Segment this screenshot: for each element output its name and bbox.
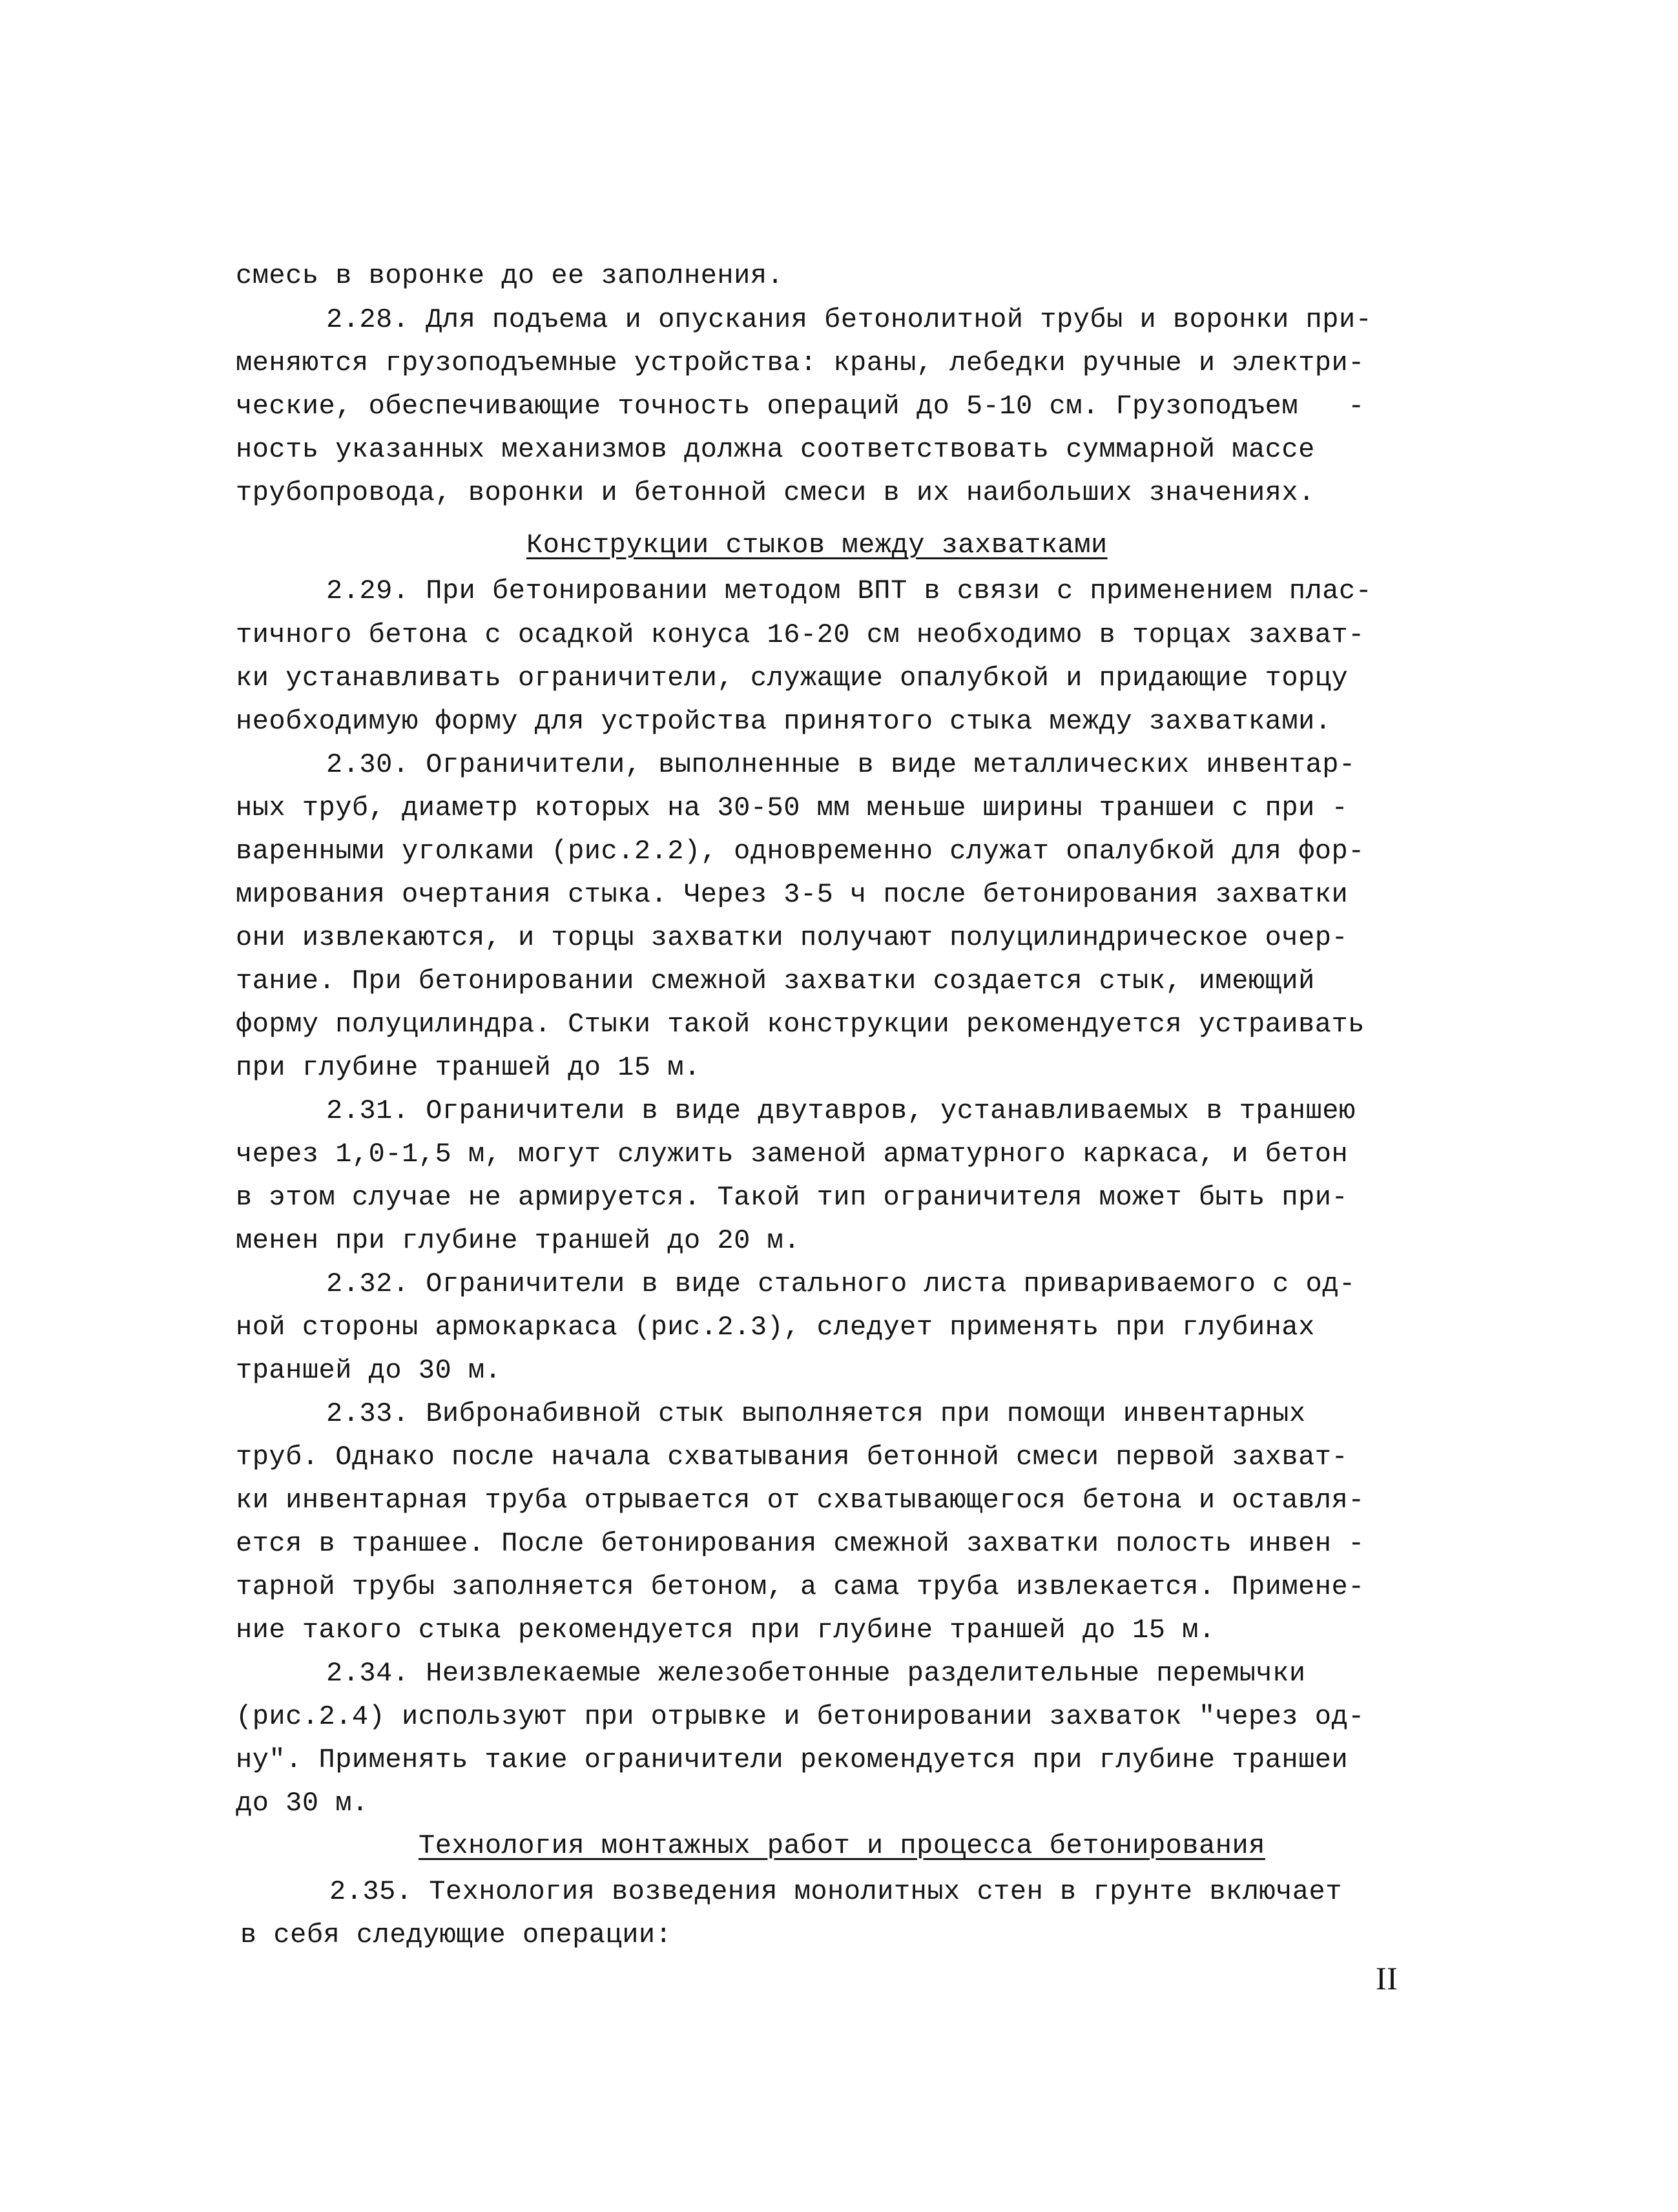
text-line: смесь в воронке до ее заполнения. [236,260,784,291]
text-line: они извлекаются, и торцы захватки получают полуцилиндрическое очер- [236,922,1349,953]
text-line: ки устанавливать ограничители, служащие опалубкой и придающие торцу [236,663,1349,694]
text-line: мирования очертания стыка. Через 3-5 ч после бетонирования захватки [236,879,1349,910]
text-line: тание. При бетонировании смежной захватки создается стык, имеющий [236,966,1315,997]
section-heading-joints: Конструкции стыков между захватками [526,530,1108,561]
paragraph-2-32: 2.32. Ограничители в виде стального листа привариваемого с од- [326,1268,1356,1299]
text-line: в себя следующие операции: [240,1919,672,1950]
text-line: тарной трубы заполняется бетоном, а сама труба извлекается. Примене- [236,1571,1365,1602]
paragraph-2-28: 2.28. Для подъема и опускания бетонолитной трубы и воронки при- [326,304,1372,335]
text-line: ки инвентарная труба отрывается от схватывающегося бетона и оставля- [236,1485,1365,1516]
text-line: ние такого стыка рекомендуется при глубине траншей до 15 м. [236,1615,1216,1646]
paragraph-2-31: 2.31. Ограничители в виде двутавров, устанавливаемых в траншею [326,1095,1356,1126]
text-line: трубопровода, воронки и бетонной смеси в их наибольших значениях. [236,477,1315,508]
text-line: при глубине траншей до 15 м. [236,1052,701,1083]
text-line: до 30 м. [236,1788,369,1819]
text-line: тичного бетона с осадкой конуса 16-20 см необходимо в торцах захват- [236,619,1365,650]
text-line: необходимую форму для устройства принятого стыка между захватками. [236,706,1332,737]
paragraph-2-33: 2.33. Вибронабивной стык выполняется при помощи инвентарных [326,1398,1306,1429]
text-line: в этом случае не армируется. Такой тип ограничителя может быть при- [236,1182,1349,1213]
paragraph-2-34: 2.34. Неизвлекаемые железобетонные разделительные перемычки [326,1658,1306,1689]
text-line: ных труб, диаметр которых на 30-50 мм меньше ширины траншеи с при - [236,792,1349,823]
text-line: варенными уголками (рис.2.2), одновременно служат опалубкой для фор- [236,836,1365,867]
text-line: менен при глубине траншей до 20 м. [236,1225,800,1256]
text-line: ческие, обеспечивающие точность операций до 5-10 см. Грузоподъем - [236,391,1365,422]
paragraph-2-29: 2.29. При бетонировании методом ВПТ в связи с применением плас- [326,575,1372,606]
text-line: форму полуцилиндра. Стыки такой конструкции рекомендуется устраивать [236,1009,1365,1040]
section-heading-technology: Технология монтажных работ и процесса бетонирования [419,1830,1265,1861]
text-line: ну". Применять такие ограничители рекомендуется при глубине траншеи [236,1744,1349,1775]
text-line: (рис.2.4) используют при отрывке и бетонировании захваток "через од- [236,1701,1365,1732]
text-line: ной стороны армокаркаса (рис.2.3), следует применять при глубинах [236,1312,1315,1343]
text-line: через 1,0-1,5 м, могут служить заменой арматурного каркаса, и бетон [236,1139,1349,1170]
text-line: ется в траншее. После бетонирования смежной захватки полость инвен - [236,1528,1365,1559]
text-line: траншей до 30 м. [236,1355,502,1386]
text-line: труб. Однако после начала схватывания бетонной смеси первой захват- [236,1442,1349,1473]
page-number: II [1376,1960,1398,1996]
paragraph-2-30: 2.30. Ограничители, выполненные в виде металлических инвентар- [326,749,1356,780]
paragraph-2-35: 2.35. Технология возведения монолитных стен в грунте включает [329,1876,1342,1907]
text-line: ность указанных механизмов должна соответствовать суммарной массе [236,434,1315,465]
text-line: меняются грузоподъемные устройства: краны, лебедки ручные и электри- [236,347,1365,378]
